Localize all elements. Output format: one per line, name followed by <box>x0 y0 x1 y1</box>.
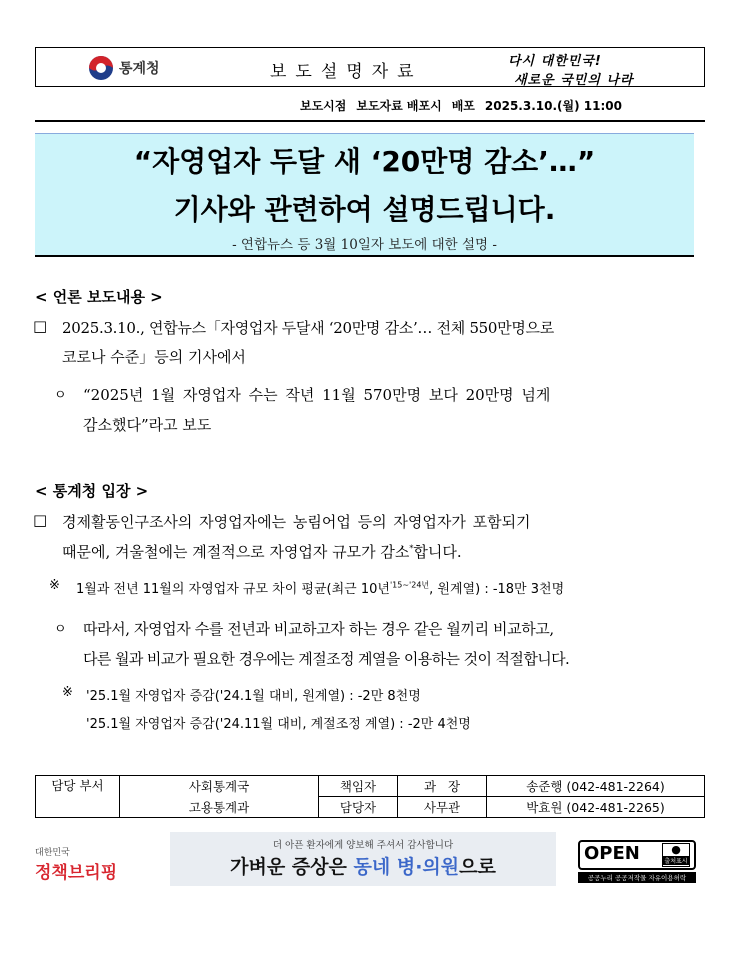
document-type: 보도설명자료 <box>270 62 423 82</box>
release-label: 보도시점 <box>300 99 347 113</box>
checkbox-bullet-icon: □ <box>33 511 48 529</box>
slogan <box>508 50 688 88</box>
press-sub-line2: 감소했다”라고 보도 <box>83 416 212 434</box>
press-heading: < 언론 보도내용 > <box>35 288 163 306</box>
ad-banner[interactable] <box>170 832 556 886</box>
release-value: 보도자료 배포시 <box>356 99 442 113</box>
press-item-line1: 2025.3.10., 연합뉴스「자영업자 두달새 ‘20만명 감소’… 전체 550만명으로 <box>62 319 554 337</box>
table-row <box>36 776 705 797</box>
distribution-label: 배포 <box>451 99 475 113</box>
press-sub-line1: “2025년 1월 자영업자 수는 작년 11월 570만명 보다 20만명 넘게 <box>83 386 551 404</box>
press-item-line2: 코로나 수준」등의 기사에서 <box>62 348 246 366</box>
dept-label: 담당 부서 <box>36 776 120 818</box>
person2: 박효원 (042-481-2265) <box>487 797 705 818</box>
slogan-line1: 다시 대한민국! <box>508 54 602 69</box>
position-sub-line2: 다른 월과 비교가 필요한 경우에는 계절조정 계열을 이용하는 것이 적절합니다. <box>83 650 570 668</box>
agency-name: 통계청 <box>119 61 160 77</box>
note1-sup: '15~'24년 <box>389 580 430 590</box>
role2: 담당자 <box>319 797 398 818</box>
government-emblem-icon <box>88 55 114 81</box>
open-badge <box>662 843 690 867</box>
position-heading: < 통계청 입장 > <box>35 482 149 500</box>
release-info <box>300 97 690 114</box>
subtitle: - 연합뉴스 등 3월 10일자 보도에 대한 설명 - <box>232 237 497 253</box>
position-item-line2b: 합니다. <box>413 543 462 561</box>
table-row <box>36 797 705 818</box>
note1 <box>76 578 564 597</box>
note1-text-b: , 원계열) : -18만 3천명 <box>429 582 565 597</box>
position-sub-line1: 따라서, 자영업자 수를 전년과 비교하고자 하는 경우 같은 월끼리 비교하고, <box>83 620 554 638</box>
ad-small-text: 더 아픈 환자에게 양보해 주셔서 감사합니다 <box>272 840 454 851</box>
title-line2: 기사와 관련하여 설명드립니다. <box>173 193 556 226</box>
title-line1: “자영업자 두달 새 ‘20만명 감소’…” <box>133 145 596 178</box>
note1-text-a: 1월과 전년 11월의 자영업자 규모 차이 평균(최근 10년 <box>76 582 390 597</box>
briefing-small: 대한민국 <box>35 848 70 858</box>
slogan-line2: 새로운 국민의 나라 <box>514 73 634 88</box>
open-license-badge[interactable] <box>578 840 696 882</box>
open-badge-text: 출처표시 <box>664 858 688 865</box>
contact-table <box>35 775 705 818</box>
person1: 송준행 (042-481-2264) <box>487 776 705 797</box>
title2: 사무관 <box>398 797 487 818</box>
briefing-title: 정책브리핑 <box>35 863 118 883</box>
checkbox-bullet-icon: □ <box>33 317 48 335</box>
policy-briefing-logo[interactable] <box>35 845 117 883</box>
ad-main-text <box>170 852 556 879</box>
position-item-line2a: 때문에, 겨울철에는 계절적으로 자영업자 규모가 감소 <box>62 543 410 561</box>
circle-bullet-icon: ㅇ <box>54 622 67 637</box>
note2-line2: '25.1월 자영업자 증감('24.11월 대비, 계절조정 계열) : -2만 4천명 <box>86 717 471 732</box>
note-mark-icon: ※ <box>62 685 73 700</box>
note2-line1: '25.1월 자영업자 증감('24.1월 대비, 원계열) : -2만 8천명 <box>86 689 421 704</box>
ad-main-2: 동네 병·의원 <box>353 856 460 878</box>
divider <box>35 120 705 122</box>
distribution-date: 2025.3.10.(월) 11:00 <box>484 99 622 113</box>
title1: 과 장 <box>398 776 487 797</box>
open-sub: 공공누리 공공저작물 자유이용허락 <box>578 872 696 883</box>
dept2: 고용통계과 <box>120 797 319 818</box>
dept1: 사회통계국 <box>120 776 319 797</box>
open-label: OPEN <box>584 843 640 864</box>
position-item-line2: 때문에, 겨울철에는 계절적으로 자영업자 규모가 감소*합니다. <box>62 543 462 561</box>
role1: 책임자 <box>319 776 398 797</box>
note-mark-icon: ※ <box>49 578 60 593</box>
position-item-line1: 경제활동인구조사의 자영업자에는 농림어업 등의 자영업자가 포함되기 <box>62 513 531 531</box>
ad-main-3: 으로 <box>459 856 496 878</box>
person-icon: ● <box>671 843 681 856</box>
ad-main-1: 가벼운 증상은 <box>230 856 354 878</box>
circle-bullet-icon: ㅇ <box>54 388 67 403</box>
